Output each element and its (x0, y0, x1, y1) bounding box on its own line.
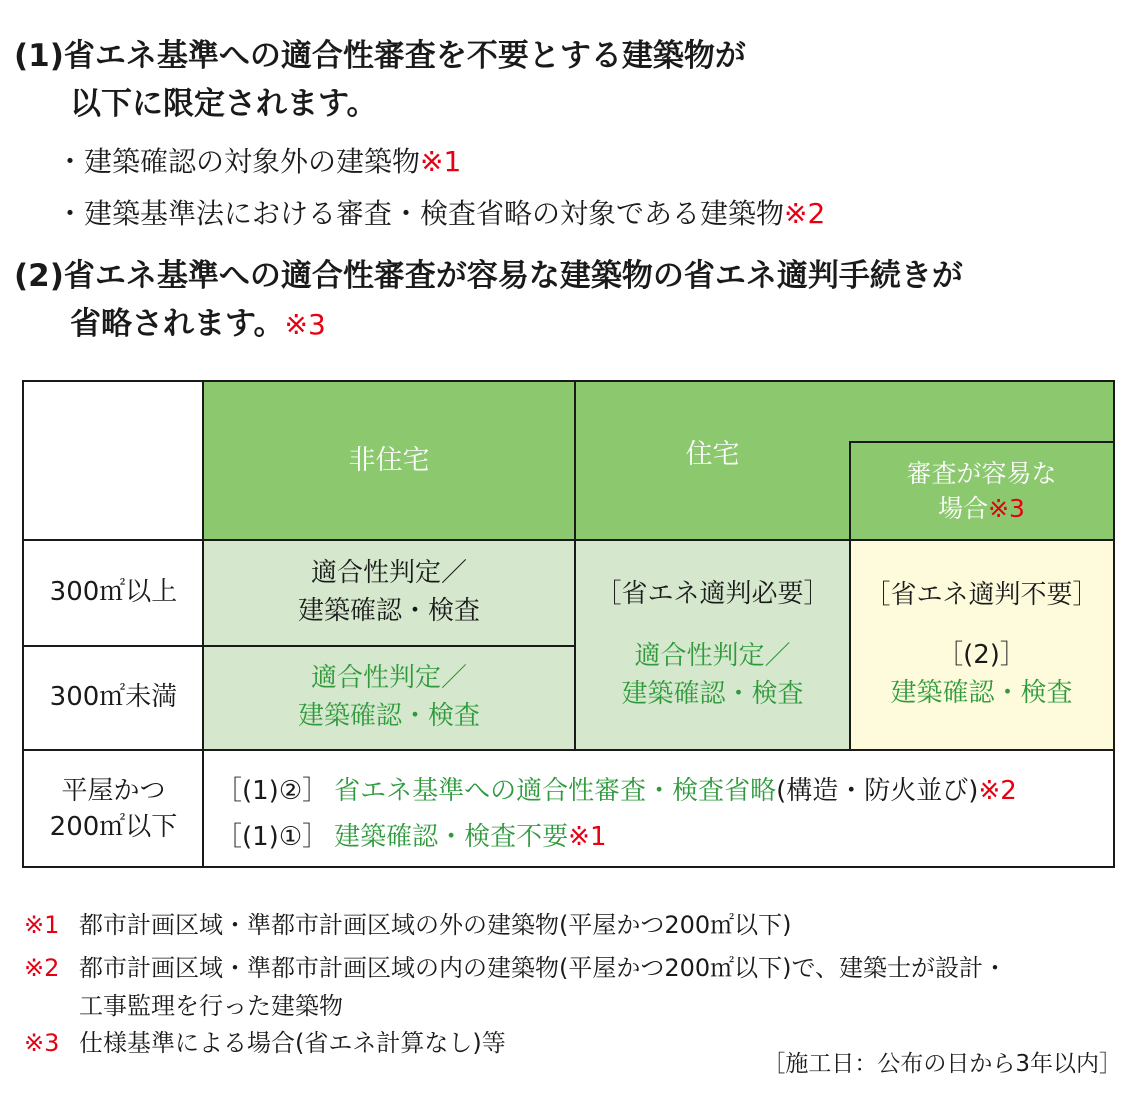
residential-cell (575, 540, 850, 750)
footnote-2 (24, 948, 1007, 983)
footnote-2-mark: ※2 (24, 954, 60, 982)
row3-label-line2: 200㎡以下 (49, 812, 178, 842)
header-residential: 住宅 (685, 439, 740, 470)
bullet-2 (56, 192, 825, 232)
flat-row-a-note: ※2 (978, 776, 1017, 806)
bullet-1 (56, 140, 461, 180)
residential-line2: 建築確認・検査 (621, 678, 804, 709)
nonres-row2-line1: 適合性判定／ (310, 663, 467, 694)
row2-label: 300㎡未満 (49, 682, 178, 713)
grid-line (574, 382, 576, 750)
grid-line (849, 441, 1113, 443)
footnote-3-text: 仕様基準による場合(省エネ計算なし)等 (79, 1029, 506, 1057)
footnote-1-text: 都市計画区域・準都市計画区域の外の建築物(平屋かつ200㎡以下) (79, 911, 792, 939)
row-label-300-above (24, 540, 203, 646)
footnote-3-mark: ※3 (24, 1029, 60, 1057)
nonres-row1-line1: 適合性判定／ (310, 558, 467, 589)
grid-line (24, 749, 1113, 751)
heading-2-marker: (2) (14, 258, 64, 294)
header-nonresidential (203, 382, 575, 540)
easy-review-cell (850, 540, 1113, 750)
footnote-2-line2: 工事監理を行った建築物 (79, 992, 343, 1020)
comparison-table (22, 380, 1115, 868)
grid-line (202, 382, 204, 868)
row-label-flat-200 (24, 750, 203, 868)
footnote-2-text: 都市計画区域・準都市計画区域の内の建築物(平屋かつ200㎡以下)で、建築士が設計・ (79, 954, 1008, 982)
footnote-1-mark: ※1 (24, 911, 60, 939)
grid-line (849, 442, 851, 750)
footnote-3 (24, 1023, 506, 1058)
flat-row-a-tag: ［(1)②］ (216, 776, 329, 806)
residential-tag: ［省エネ適判必要］ (595, 579, 830, 610)
header-easy-note: ※3 (988, 494, 1025, 523)
row1-label: 300㎡以上 (49, 577, 178, 608)
bullet-2-text: ・建築基準法における審査・検査省略の対象である建築物 (56, 197, 785, 230)
flat-row-line-a (216, 770, 1017, 807)
flat-row-line-b (216, 816, 606, 853)
row-label-300-below (24, 646, 203, 750)
heading-1-line2: 以下に限定されます。 (70, 86, 378, 122)
grid-line (24, 539, 1113, 541)
nonres-row2-line2: 建築確認・検査 (297, 701, 480, 731)
heading-2-line2: 省略されます。 (70, 306, 285, 342)
enforcement-date: ［施工日：公布の日から3年以内］ (762, 1051, 1122, 1077)
flat-row-b-green: 建築確認・検査不要 (334, 822, 569, 852)
header-easy-review (850, 442, 1113, 540)
heading-2-line2-wrap (70, 298, 326, 343)
heading-2 (14, 250, 963, 295)
nonres-row1-line2: 建築確認・検査 (297, 596, 480, 626)
flat-row-a-green: 省エネ基準への適合性審査・検査省略 (334, 776, 777, 806)
bullet-1-text: ・建築確認の対象外の建築物 (56, 145, 421, 178)
heading-1 (14, 30, 746, 75)
easy-review-ref: ［(2)］ (937, 640, 1026, 671)
flat-row-a-paren: (構造・防火並び) (776, 776, 979, 806)
heading-2-note: ※3 (284, 308, 326, 341)
bullet-1-note: ※1 (420, 145, 462, 178)
grid-line (24, 645, 575, 647)
header-easy-line1: 審査が容易な (906, 459, 1057, 488)
heading-1-marker: (1) (14, 38, 64, 74)
bullet-2-note: ※2 (784, 197, 826, 230)
heading-2-line1: 省エネ基準への適合性審査が容易な建築物の省エネ適判手続きが (63, 258, 963, 294)
nonres-300-below-cell (203, 646, 575, 750)
footnote-1 (24, 905, 792, 940)
easy-review-tag: ［省エネ適判不要］ (864, 580, 1099, 611)
residential-line1: 適合性判定／ (634, 641, 791, 672)
heading-1-line1: 省エネ基準への適合性審査を不要とする建築物が (63, 38, 746, 74)
header-easy-line2: 場合 (938, 494, 989, 523)
flat-row-b-tag: ［(1)①］ (216, 822, 329, 852)
header-nonres-label: 非住宅 (348, 445, 430, 477)
flat-row-b-note: ※1 (568, 822, 607, 852)
row3-label-line1: 平屋かつ (61, 775, 166, 806)
easy-review-line1: 建築確認・検査 (890, 677, 1073, 708)
nonres-300-above-cell (203, 540, 575, 646)
